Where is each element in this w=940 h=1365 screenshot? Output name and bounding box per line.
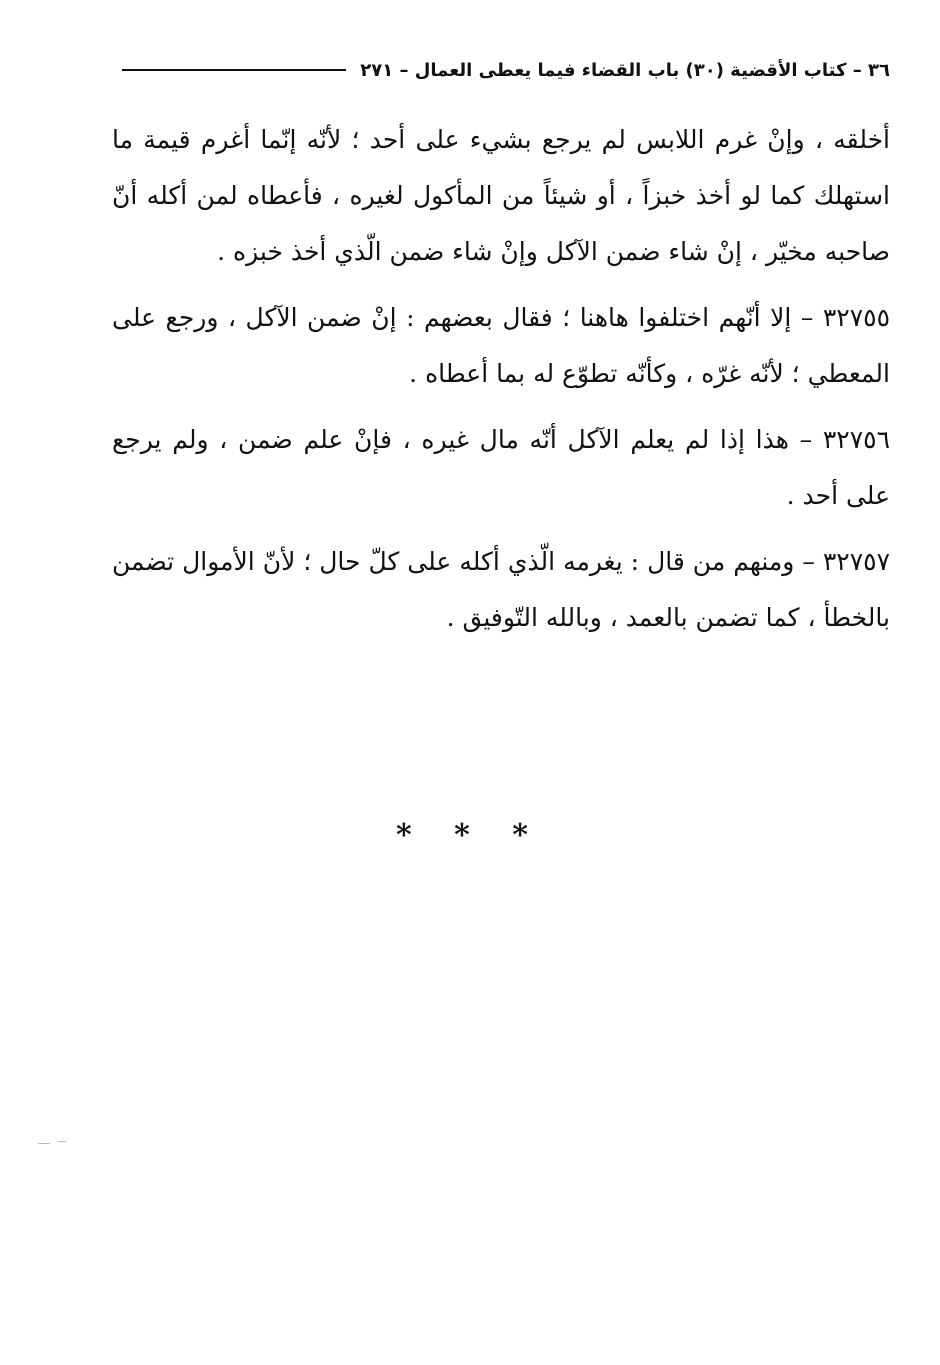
header-rule: [122, 69, 346, 71]
paragraph-text: – إلا أنّهم اختلفوا هاهنا ؛ فقال بعضهم : إنْ ضمن الآكل ، ورجع على المعطي ؛ لأنّه غرّه ، وكأنّه تطوّع له بما أعطاه .: [112, 303, 890, 388]
main-text: [112, 112, 890, 656]
paragraph-number: ٣٢٧٥٦: [822, 425, 890, 454]
paragraph-continuation: [112, 112, 890, 280]
section-separator: * * *: [396, 818, 544, 853]
paragraph-text: – ومنهم من قال : يغرمه الّذي أكله على كلّ حال ؛ لأنّ الأموال تضمن بالخطأ ، كما تضمن بالعمد ، وبالله التّوفيق .: [112, 547, 890, 632]
scan-speck: [58, 1141, 66, 1142]
paragraph-32755: [112, 290, 890, 402]
header-title: ٣٦ – كتاب الأقضية (٣٠) باب القضاء فيما يعطى العمال – ٢٧١: [360, 59, 890, 81]
paragraph-number: ٣٢٧٥٥: [822, 303, 890, 332]
running-header: [122, 50, 890, 90]
paragraph-32756: [112, 412, 890, 524]
paragraph-number: ٣٢٧٥٧: [822, 547, 891, 576]
scan-speck: [38, 1143, 50, 1144]
paragraph-32757: [112, 534, 890, 646]
paragraph-text: – هذا إذا لم يعلم الآكل أنّه مال غيره ، فإنْ علم ضمن ، ولم يرجع على أحد .: [112, 425, 890, 510]
paragraph-text: أخلقه ، وإنْ غرم اللابس لم يرجع بشيء على أحد ؛ لأنّه إنّما أغرم قيمة ما استهلك كما لو أخذ خبزاً ، أو شيئاً من المأكول لغيره ، فأعطاه لمن أكله أنّ صاحبه مخيّر ، إنْ شاء ضمن الآكل وإنْ شاء ضمن الّذي أخذ خبزه .: [112, 125, 890, 266]
